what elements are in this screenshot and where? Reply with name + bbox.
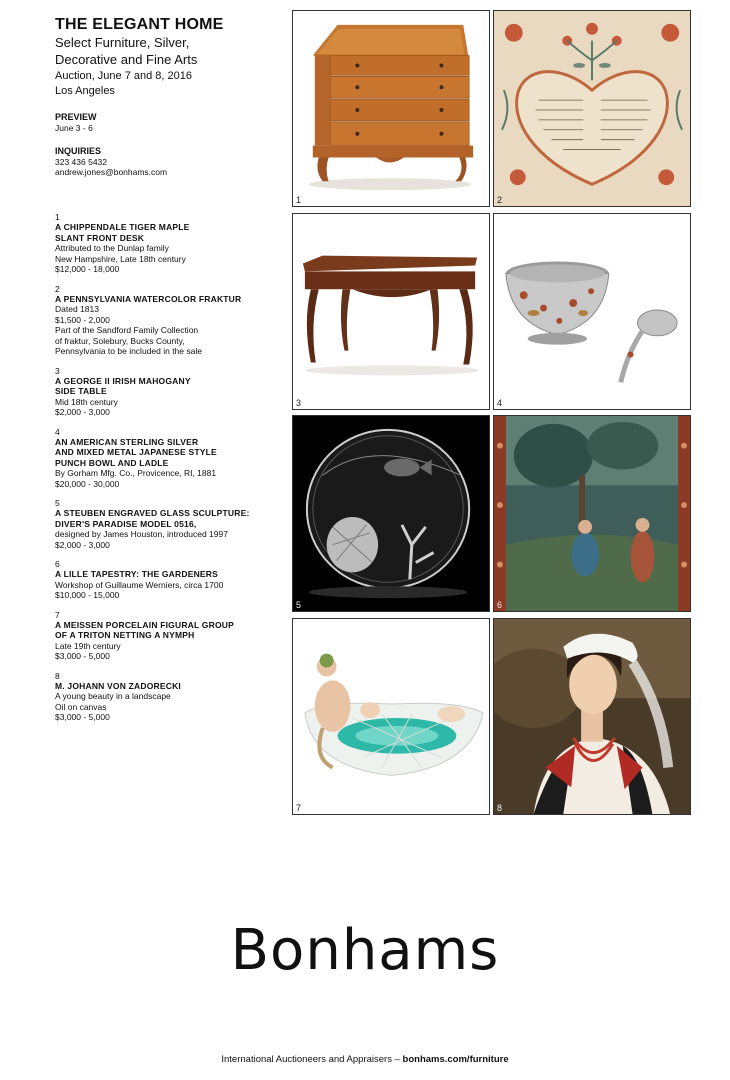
auction-dates: Auction, June 7 and 8, 2016 [55, 70, 192, 82]
lot-7-image[interactable] [292, 618, 490, 815]
punch-bowl-illustration [494, 214, 690, 409]
lot-estimate: $3,000 - 5,000 [55, 651, 110, 661]
inquiries-phone: 323 436 5432 [55, 156, 107, 167]
lot-8-image[interactable] [493, 618, 691, 815]
fraktur-illustration [494, 11, 690, 206]
tile-number: 5 [296, 600, 302, 610]
lot-entry-5 [55, 498, 285, 550]
lot-estimate: $3,000 - 5,000 [55, 712, 110, 722]
lot-estimate: $1,500 - 2,000 [55, 314, 110, 325]
lot-entry-6 [55, 559, 285, 601]
footer-text: International Auctioneers and Appraisers – [221, 1054, 403, 1065]
lot-estimate: $20,000 - 30,000 [55, 478, 120, 489]
preview-dates: June 3 - 6 [55, 123, 93, 133]
lot-detail: New Hampshire, Late 18th century [55, 253, 186, 264]
lot-title: A LILLE TAPESTRY: THE GARDENERS [55, 569, 218, 579]
tile-number: 4 [497, 398, 503, 408]
lot-detail: Part of the Sandford Family Collection [55, 325, 199, 335]
lot-title: AND MIXED METAL JAPANESE STYLE [55, 447, 217, 457]
lot-4-image[interactable] [493, 213, 691, 410]
tile-number: 7 [296, 803, 302, 813]
glass-sculpture-illustration [293, 416, 489, 611]
preview-label: PREVIEW [55, 112, 97, 122]
auction-city: Los Angeles [55, 85, 115, 97]
catalog-title: THE ELEGANT HOME [55, 16, 224, 33]
lot-entry-3 [55, 366, 285, 418]
header [55, 16, 280, 178]
lot-2-image[interactable] [493, 10, 691, 207]
footer [0, 1054, 730, 1065]
lot-title: A STEUBEN ENGRAVED GLASS SCULPTURE: [55, 508, 250, 518]
lot-title: A GEORGE II IRISH MAHOGANY [55, 375, 191, 386]
lot-detail: Oil on canvas [55, 701, 107, 712]
lot-detail: Late 19th century [55, 640, 121, 651]
porcelain-group-illustration [293, 619, 489, 814]
lot-title: OF A TRITON NETTING A NYMPH [55, 630, 195, 640]
lot-estimate: $12,000 - 18,000 [55, 264, 120, 274]
lot-detail: A young beauty in a landscape [55, 691, 171, 701]
lot-entry-8 [55, 671, 285, 723]
lot-detail: Mid 18th century [55, 396, 118, 407]
lot-number: 2 [55, 283, 60, 294]
lot-detail: By Gorham Mfg. Co., Provicence, RI, 1881 [55, 468, 217, 478]
tile-number: 3 [296, 398, 302, 408]
lot-6-image[interactable] [493, 415, 691, 612]
side-table-illustration [293, 214, 489, 409]
tile-number: 6 [497, 600, 503, 610]
lot-entry-1 [55, 212, 285, 275]
slant-front-desk-illustration [293, 11, 489, 206]
lot-detail: designed by James Houston, introduced 1997 [55, 529, 228, 539]
lot-3-image[interactable] [292, 213, 490, 410]
lot-title: PUNCH BOWL AND LADLE [55, 457, 169, 468]
lot-list [55, 212, 285, 732]
lot-number: 4 [55, 426, 60, 437]
lot-detail: of fraktur, Solebury, Bucks County, [55, 335, 185, 346]
lot-title: M. JOHANN VON ZADORECKI [55, 680, 181, 691]
lot-title: A PENNSYLVANIA WATERCOLOR FRAKTUR [55, 293, 242, 304]
lot-title: AN AMERICAN STERLING SILVER [55, 436, 199, 447]
tile-number: 1 [296, 195, 302, 205]
catalog-subtitle-line1: Select Furniture, Silver, [55, 35, 190, 50]
lot-entry-7 [55, 610, 285, 662]
lot-number: 6 [55, 559, 60, 569]
tile-number: 2 [497, 195, 503, 205]
inquiries-email[interactable]: andrew.jones@bonhams.com [55, 167, 168, 177]
lot-number: 8 [55, 670, 60, 681]
lot-detail: Dated 1813 [55, 304, 99, 314]
lot-detail: Workshop of Guillaume Werniers, circa 1700 [55, 579, 224, 590]
inquiries-label: INQUIRIES [55, 145, 102, 156]
lot-title: A MEISSEN PORCELAIN FIGURAL GROUP [55, 619, 234, 630]
tile-number: 8 [497, 803, 503, 813]
lot-entry-2 [55, 284, 285, 357]
lot-detail: Attributed to the Dunlap family [55, 243, 169, 253]
lot-number: 1 [55, 212, 60, 222]
catalog-subtitle-line2: Decorative and Fine Arts [55, 52, 198, 67]
lot-title: SLANT FRONT DESK [55, 232, 145, 243]
lot-detail: Pennsylvania to be included in the sale [55, 346, 202, 356]
tapestry-illustration [494, 416, 690, 611]
footer-link[interactable]: bonhams.com/furniture [402, 1054, 509, 1065]
bonhams-logo: Bonhams [230, 918, 500, 983]
lot-number: 5 [55, 498, 60, 508]
lot-title: DIVER'S PARADISE MODEL 0516, [55, 518, 197, 529]
lot-entry-4 [55, 427, 285, 490]
lot-title: A CHIPPENDALE TIGER MAPLE [55, 222, 190, 232]
lot-estimate: $2,000 - 3,000 [55, 539, 110, 550]
lot-1-image[interactable] [292, 10, 490, 207]
portrait-painting-illustration [494, 619, 690, 814]
lot-5-image[interactable] [292, 415, 490, 612]
lot-estimate: $2,000 - 3,000 [55, 407, 110, 417]
lot-title: SIDE TABLE [55, 386, 107, 396]
lot-number: 3 [55, 365, 60, 376]
lot-estimate: $10,000 - 15,000 [55, 590, 120, 600]
lot-number: 7 [55, 609, 60, 620]
